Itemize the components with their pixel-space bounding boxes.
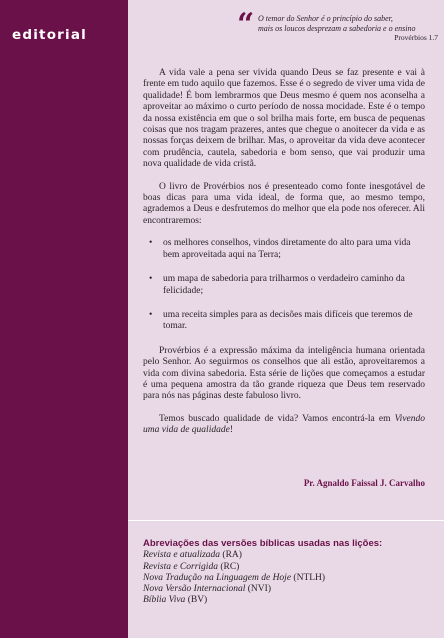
sidebar — [0, 0, 128, 638]
bullet-item: • uma receita simples para as decisões mais difíceis que teremos de tomar. — [149, 310, 425, 333]
abbreviation-item — [143, 584, 433, 595]
abbreviations-box — [143, 538, 433, 607]
divider — [128, 520, 444, 521]
final-text: Temos buscado qualidade de vida? Vamos encontrá-la em — [159, 413, 395, 424]
bullet-item: • um mapa de sabedoria para trilharmos o verdadeiro caminho da felicidade; — [149, 274, 425, 297]
quote-source: Provérbios 1.7 — [394, 33, 438, 43]
abbreviation-item — [143, 550, 433, 561]
series-title: Vivendo uma vida de qualidade — [143, 413, 425, 436]
abbreviations-title: Abreviações das versões bíblicas usadas nas lições: — [143, 538, 383, 549]
paragraph: A vida vale a pena ser vivida quando Deus se faz presente e vai à frente em tudo aquilo que fazemos. Esse é o segredo de viver uma vida de qualidade! É bom lembrarmos que Deus mesmo é quem nos aconselha a aproveitar ao máximo o curto período de nossa mocidade. Este é o tempo da nossa existência em que o sol brilha mais forte, em busca de pequenas coisas que nos tragam prazeres, antes que chegue o anoitecer da vida e as nossas forças deixem de brilhar. Mas, o aproveitar da vida deve acontecer com prudência, cautela, sabedoria e bom senso, que vai produzir uma nova qualidade de vida cristã. — [143, 68, 425, 170]
version-name: Nova Versão Internacional — [143, 584, 246, 595]
editorial-body — [143, 68, 425, 448]
version-name: Revista e Corrigida — [143, 561, 218, 572]
version-name: Nova Tradução na Linguagem de Hoje — [143, 572, 292, 583]
version-code: (RA) — [222, 550, 242, 561]
author-signature: Pr. Agnaldo Faissal J. Carvalho — [303, 478, 425, 488]
paragraph: O livro de Provérbios nos é presenteado como fonte inesgotável de boas dicas para uma vida ideal, de forma que, ao mesmo tempo, agrademos a Deus e desfrutemos do melhor que ela pode nos oferecer. Ali encontraremos: — [143, 181, 425, 226]
bullet-item: • os melhores conselhos, vindos diretamente do alto para uma vida bem aproveitada aqui na Terra; — [149, 238, 425, 261]
section-label: editorial — [12, 27, 87, 43]
version-name: Bíblia Viva — [143, 595, 186, 606]
quote-line-1: O temor do Senhor é o princípio do saber, — [258, 14, 393, 23]
bullet-list — [143, 238, 425, 332]
version-code: (BV) — [187, 595, 208, 606]
epigraph-quote — [237, 7, 438, 43]
quote-mark-icon: “ — [237, 7, 255, 42]
paragraph: Provérbios é a expressão máxima da inteligência humana orientada pelo Senhor. Ao seguirmos os conselhos que ali estão, aproveitaremos a vida com divina sabedoria. Esta série de lições que começamos a estudar é uma pequena amostra da tão grande riqueza que Deus tem reservado para nós nas páginas deste fabuloso livro. — [143, 345, 425, 402]
version-code: (NVI) — [247, 584, 271, 595]
version-code: (RC) — [220, 561, 240, 572]
abbreviation-item — [143, 562, 433, 573]
version-name: Revista e atualizada — [143, 550, 221, 561]
final-paragraph — [143, 414, 425, 437]
version-code: (NTLH) — [293, 572, 326, 583]
abbreviation-item — [143, 573, 433, 584]
abbreviation-item — [143, 595, 433, 606]
final-end: ! — [229, 425, 233, 436]
quote-line-2: mais os loucos desprezam a sabedoria e o ensino — [258, 23, 416, 33]
